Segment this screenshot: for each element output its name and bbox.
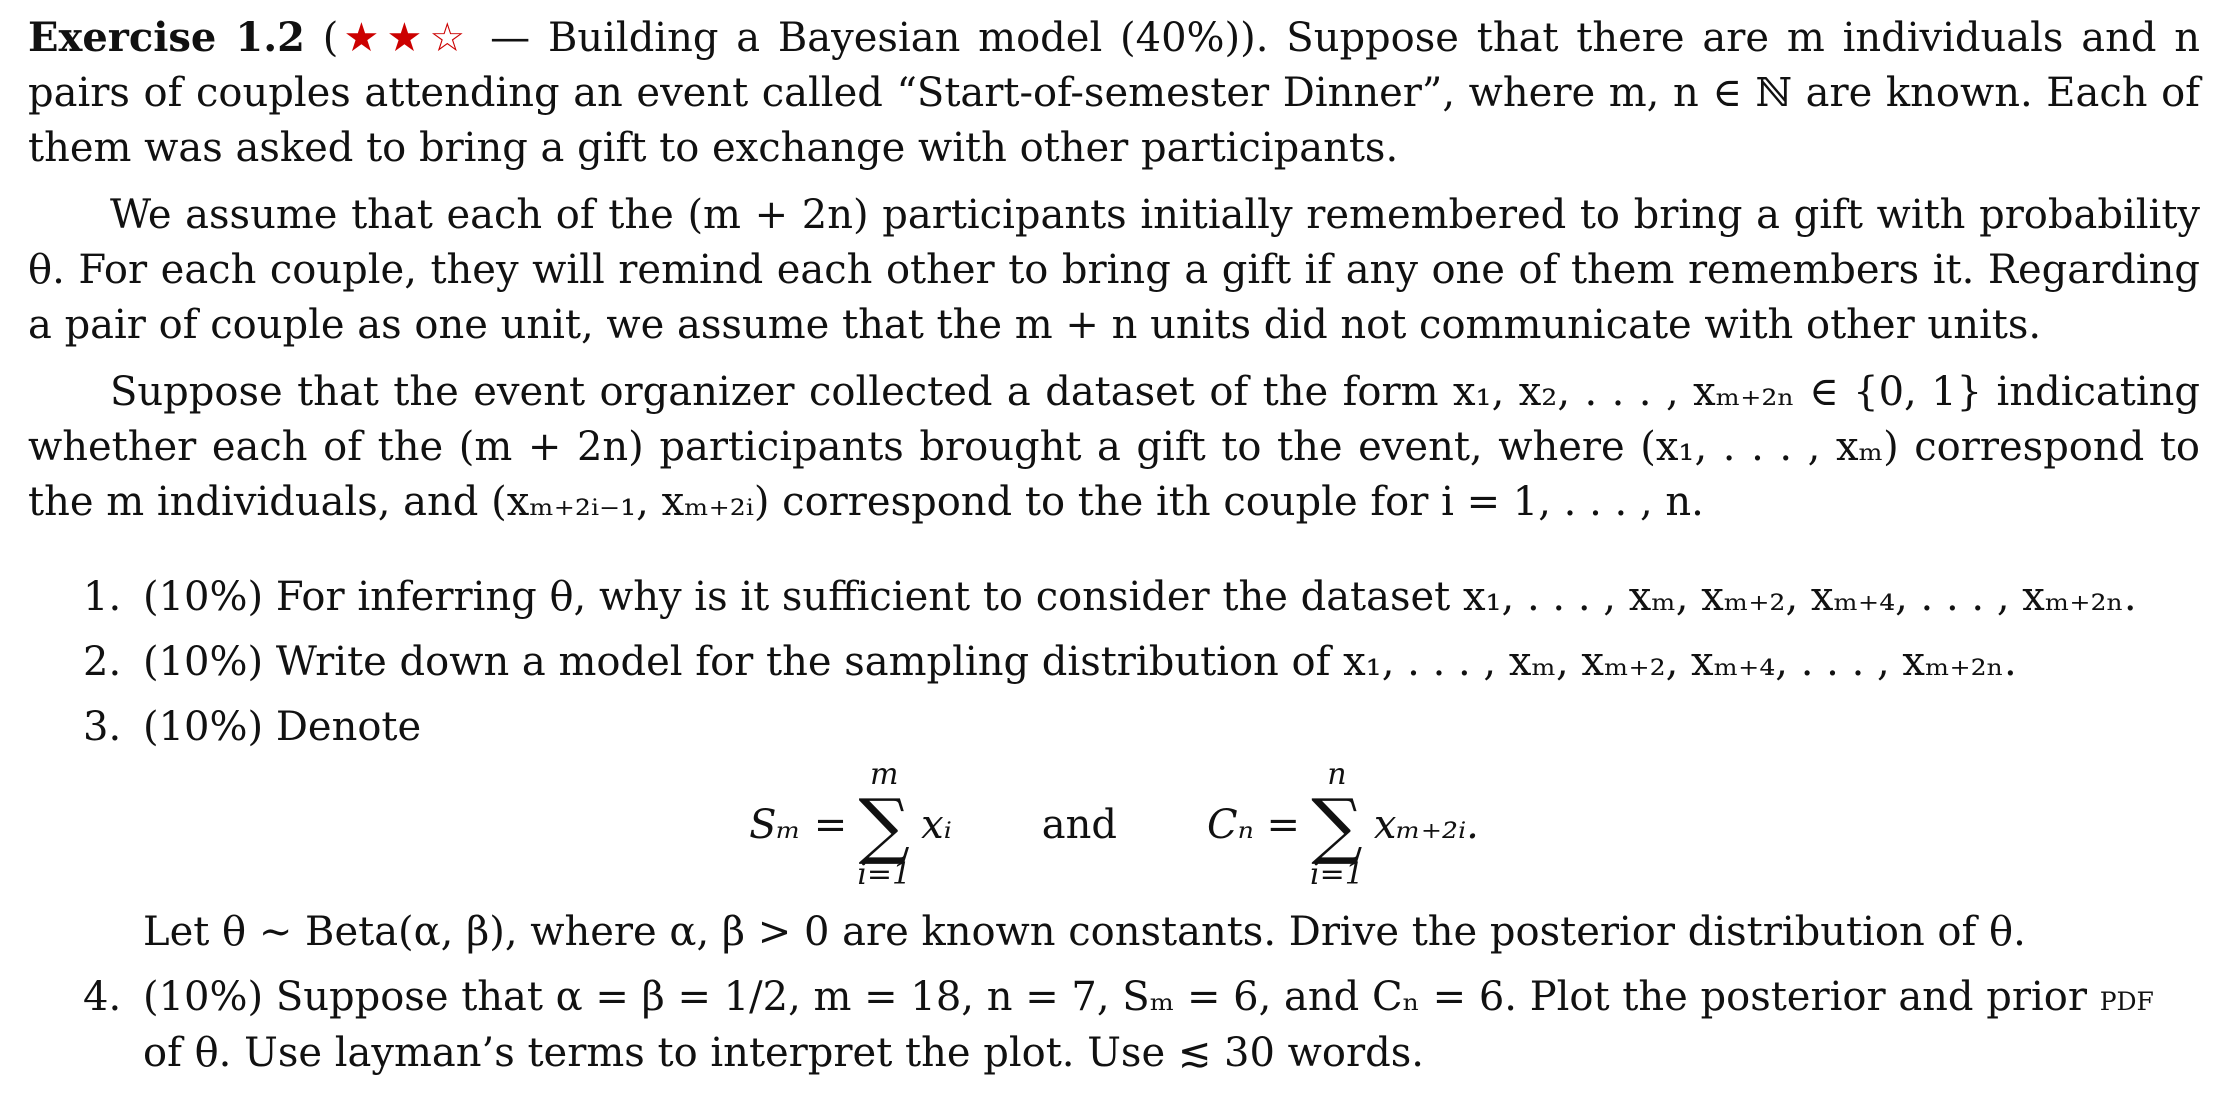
sigma-symbol <box>857 757 912 892</box>
question-text: (10%) For inferring θ, why is it sufficient to consider the dataset x₁, . . . , xₘ, xₘ₊₂, xₘ₊₄, . . . , xₘ₊₂ₙ. <box>143 574 2137 620</box>
sigma-upper-limit: n <box>1327 757 1347 792</box>
sm-definition <box>749 757 952 892</box>
difficulty-open: ( <box>322 15 339 61</box>
equation-connector: and <box>1041 802 1117 848</box>
sigma-upper-limit: m <box>870 757 899 792</box>
cn-lhs: Cₙ = <box>1206 802 1301 848</box>
difficulty-star-empty: ☆ <box>429 15 473 61</box>
question-number: 2. <box>83 639 122 685</box>
exercise-subtitle: — Building a Bayesian model (40%)). <box>490 15 1269 61</box>
difficulty-stars-filled: ★★ <box>338 15 430 61</box>
followup-text: Let θ ∼ Beta(α, β), where α, β > 0 are known constants. Drive the posterior distribution of θ. <box>143 909 2026 955</box>
question-item <box>28 970 2200 1081</box>
question-followup <box>28 905 2200 960</box>
exercise-intro <box>28 10 2200 176</box>
question-text-continued: of θ. Use layman’s terms to interpret the plot. Use ≲ 30 words. <box>143 1030 1424 1076</box>
exercise-title: Exercise 1.2 <box>28 14 305 61</box>
sm-lhs: Sₘ = <box>749 802 848 848</box>
question-text: (10%) Suppose that α = β = 1/2, m = 18, n = 7, Sₘ = 6, and Cₙ = 6. Plot the posterior and prior <box>143 974 2087 1020</box>
question-number: 1. <box>83 574 122 620</box>
question-text-smallcaps: pdf <box>2099 978 2154 1019</box>
intro-text: Suppose that there are m individuals and n pairs of couples attending an event called “Start-of-semester Dinner”, where m, n ∈ ℕ are known. Each of them was asked to bring a gift to exchange with other participants. <box>28 15 2201 171</box>
cn-definition <box>1206 757 1479 892</box>
sigma-lower-limit: i=1 <box>857 857 912 892</box>
exercise-document <box>28 0 2200 1091</box>
assumption-paragraph: We assume that each of the (m + 2n) participants initially remembered to bring a gift with probability θ. For each couple, they will remind each other to bring a gift if any one of them remembers it. Regarding a pair of couple as one unit, we assume that the m + n units did not communicate with other units. <box>28 192 2200 348</box>
question-item <box>28 635 2200 690</box>
display-equation <box>28 755 2200 895</box>
dataset-paragraph: Suppose that the event organizer collected a dataset of the form x₁, x₂, . . . , xₘ₊₂ₙ ∈ {0, 1} indicating whether each of the (m + 2n) participants brought a gift to the event, where (x₁, . . . , xₘ) correspond to the m individuals, and (xₘ₊₂ᵢ₋₁, xₘ₊₂ᵢ) correspond to the ith couple for i = 1, . . . , n. <box>28 369 2200 525</box>
question-item <box>28 700 2200 755</box>
sigma-glyph: ∑ <box>858 783 910 867</box>
cn-term: xₘ₊₂ᵢ. <box>1373 802 1479 848</box>
question-list <box>28 570 2200 1081</box>
sigma-symbol <box>1310 757 1364 892</box>
question-number: 3. <box>83 704 122 750</box>
question-text: (10%) Write down a model for the sampling distribution of x₁, . . . , xₘ, xₘ₊₂, xₘ₊₄, . . . , xₘ₊₂ₙ. <box>143 639 2017 685</box>
sm-term: xᵢ <box>921 802 952 848</box>
question-text: (10%) Denote <box>143 704 422 750</box>
question-item <box>28 570 2200 625</box>
question-number: 4. <box>83 974 122 1020</box>
sigma-glyph: ∑ <box>1311 783 1363 867</box>
sigma-lower-limit: i=1 <box>1310 857 1364 892</box>
